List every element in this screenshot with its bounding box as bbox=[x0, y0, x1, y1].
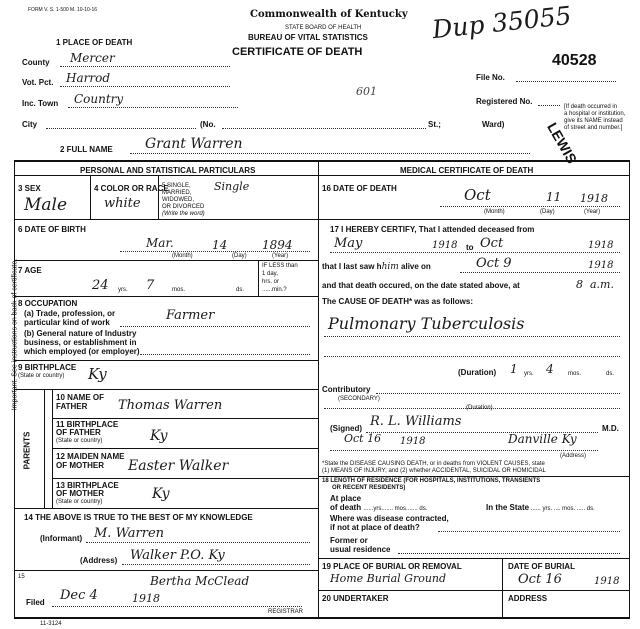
age-years: 24 bbox=[92, 278, 109, 293]
death-time-text: and that death occured, on the date stated above, at bbox=[322, 281, 520, 290]
dob-month: Mar. bbox=[146, 236, 174, 250]
residence-label: 18 LENGTH OF RESIDENCE (FOR HOSPITALS, INSTITUTIONS, TRANSIENTS OR RECENT RESIDENTS) bbox=[322, 478, 541, 491]
sex-value: Male bbox=[24, 195, 68, 215]
town-label: Inc. Town bbox=[22, 99, 59, 108]
no-label: (No. bbox=[200, 120, 216, 129]
mother-name-label: 12 MAIDEN NAME OF MOTHER bbox=[56, 452, 125, 470]
signed-value: R. L. Williams bbox=[370, 414, 462, 429]
dob-label: 6 DATE OF BIRTH bbox=[18, 225, 86, 234]
in-state-label: In the State ...... yrs. .... mos. ..... ds. bbox=[486, 503, 595, 512]
duration-yrs-label: yrs. bbox=[524, 371, 534, 377]
occupation-value: Farmer bbox=[166, 308, 215, 323]
medical-heading: MEDICAL CERTIFICATE OF DEATH bbox=[400, 166, 534, 175]
at-place-label: At place of death ......yrs....... mos....... ds. bbox=[330, 494, 428, 512]
registered-no-label: Registered No. bbox=[476, 97, 533, 106]
age-label: 7 AGE bbox=[18, 266, 42, 275]
alive-date: Oct 9 bbox=[476, 256, 512, 271]
margin-note-601: 601 bbox=[356, 85, 377, 98]
father-birthplace-label: 11 BIRTHPLACE OF FATHER (State or country) bbox=[56, 420, 119, 444]
mother-name-value: Easter Walker bbox=[128, 458, 229, 474]
last-saw-text: that I last saw hhim alive on bbox=[322, 262, 431, 272]
occupation-b: (b) General nature of Industry business, or establishment in which employed (or employer) bbox=[24, 329, 140, 356]
informant-label: (Informant) bbox=[40, 534, 83, 543]
undertaker-label: 20 UNDERTAKER bbox=[322, 594, 389, 603]
signed-date: Oct 16 bbox=[344, 432, 382, 445]
footnote: *State the DISEASE CAUSING DEATH, or in deaths from VIOLENT CAUSES, state (1) MEANS OF INJURY; and (2) whether ACCIDENTAL, SUICIDAL OR HOMICIDAL bbox=[322, 461, 546, 474]
signed-year: 1918 bbox=[400, 436, 426, 447]
dod-day-label: (Day) bbox=[540, 209, 555, 215]
age-ds-label: ds. bbox=[236, 287, 245, 293]
informant-address-label: (Address) bbox=[80, 556, 118, 565]
less-than-label: IF LESS than 1 day, hrs. or ......min.? bbox=[262, 263, 298, 293]
filed-date: Dec 4 bbox=[60, 588, 98, 603]
filed-year: 1918 bbox=[132, 592, 160, 605]
age-mos-label: mos. bbox=[172, 287, 186, 293]
place-of-death-heading: 1 PLACE OF DEATH bbox=[56, 38, 133, 47]
age-yrs-label: yrs. bbox=[118, 287, 128, 293]
dob-year-label: (Year) bbox=[272, 253, 289, 259]
md-label: M.D. bbox=[602, 424, 619, 433]
dod-year: 1918 bbox=[580, 192, 608, 205]
registrar-label: REGISTRAR bbox=[268, 609, 304, 615]
personal-heading: PERSONAL AND STATISTICAL PARTICULARS bbox=[80, 166, 256, 175]
marital-value: Single bbox=[214, 180, 250, 193]
burial-label: 19 PLACE OF BURIAL OR REMOVAL bbox=[322, 562, 462, 571]
bottom-code: 11-3124 bbox=[40, 621, 62, 627]
parents-label: PARENTS bbox=[22, 431, 32, 470]
true-statement: 14 THE ABOVE IS TRUE TO THE BEST OF MY KNOWLEDGE bbox=[24, 513, 253, 522]
state-title: Commonwealth of Kentucky bbox=[250, 9, 408, 20]
filed-label: Filed bbox=[26, 598, 45, 607]
attended-to-year: 1918 bbox=[588, 240, 614, 251]
burial-value: Home Burial Ground bbox=[330, 572, 447, 585]
certificate-title: CERTIFICATE OF DEATH bbox=[232, 46, 363, 58]
certificate-number: 40528 bbox=[552, 52, 597, 69]
contributory-label: Contributory bbox=[322, 385, 371, 394]
dob-day-label: (Day) bbox=[232, 253, 247, 259]
burial-date-label: DATE OF BURIAL bbox=[508, 562, 575, 571]
undertaker-address-label: ADDRESS bbox=[508, 594, 548, 603]
duration-label: (Duration) bbox=[458, 368, 497, 377]
cause-text: The CAUSE OF DEATH* was as follows: bbox=[322, 297, 473, 306]
father-name-label: 10 NAME OF FATHER bbox=[56, 393, 105, 411]
marital-label: 5 SINGLE, MARRIED, WIDOWED, OR DIVORCED (Write the word) bbox=[162, 183, 205, 217]
color-value: white bbox=[104, 196, 141, 211]
informant-value: M. Warren bbox=[94, 526, 165, 541]
cause-value: Pulmonary Tuberculosis bbox=[328, 314, 525, 333]
mother-birthplace-label: 13 BIRTHPLACE OF MOTHER (State or country) bbox=[56, 481, 119, 505]
birthplace-label: 9 BIRTHPLACE (State or country) bbox=[18, 363, 77, 379]
former-residence-label: Former or usual residence bbox=[330, 536, 391, 554]
vot-label: Vot. Pct. bbox=[22, 78, 54, 87]
st-label: St.; bbox=[428, 120, 441, 129]
county-label: County bbox=[22, 58, 50, 67]
full-name-value: Grant Warren bbox=[145, 136, 243, 152]
father-name-value: Thomas Warren bbox=[118, 398, 223, 413]
signed-address-label: (Address) bbox=[560, 453, 587, 459]
dod-month: Oct bbox=[464, 186, 491, 204]
dod-month-label: (Month) bbox=[484, 209, 505, 215]
duration-ds-label: ds. bbox=[606, 371, 615, 377]
burial-year: 1918 bbox=[594, 576, 620, 587]
vot-value: Harrod bbox=[66, 71, 110, 85]
death-time: 8 bbox=[576, 278, 583, 291]
death-time-unit: a.m. bbox=[590, 278, 614, 291]
ward-label: Ward) bbox=[482, 120, 505, 129]
town-value: Country bbox=[74, 92, 124, 106]
dod-day: 11 bbox=[546, 190, 562, 204]
form-number: FORM V. S. 1-500 M. 10-10-16 bbox=[28, 7, 98, 13]
bureau-title: BUREAU OF VITAL STATISTICS bbox=[248, 33, 368, 42]
margin-instructions: Important. See instructions on back of certificate. bbox=[11, 258, 19, 411]
dob-year: 1894 bbox=[262, 238, 293, 252]
duration-months: 4 bbox=[546, 362, 554, 376]
registrar-signature: Bertha McClead bbox=[150, 574, 250, 588]
hospital-note: [If death occurred in a hospital or institution, give its NAME instead of street and number.] bbox=[564, 104, 626, 131]
attended-to-month: Oct bbox=[480, 236, 504, 251]
dob-day: 14 bbox=[212, 238, 228, 252]
color-label: 4 COLOR OR RACE bbox=[94, 184, 169, 193]
father-birthplace-value: Ky bbox=[150, 428, 168, 444]
filed-number: 15 bbox=[18, 574, 25, 580]
burial-date: Oct 16 bbox=[518, 572, 562, 587]
dod-label: 16 DATE OF DEATH bbox=[322, 184, 397, 193]
full-name-label: 2 FULL NAME bbox=[60, 145, 113, 154]
duration-years: 1 bbox=[510, 362, 518, 376]
attended-to-label: to bbox=[466, 243, 474, 252]
file-no-label: File No. bbox=[476, 73, 505, 82]
informant-address-value: Walker P.O. Ky bbox=[130, 548, 225, 563]
duration-mos-label: mos. bbox=[568, 371, 582, 377]
dod-year-label: (Year) bbox=[584, 209, 601, 215]
dob-month-label: (Month) bbox=[172, 253, 193, 259]
alive-year: 1918 bbox=[588, 260, 614, 271]
secondary-label: (SECONDARY) bbox=[338, 396, 380, 402]
county-value: Mercer bbox=[70, 51, 115, 65]
stamp: LEWIS bbox=[544, 119, 581, 167]
birthplace-value: Ky bbox=[88, 365, 107, 383]
attended-from-year: 1918 bbox=[432, 240, 458, 251]
board-title: STATE BOARD OF HEALTH bbox=[285, 25, 362, 31]
certify-text: 17 I HEREBY CERTIFY, That I attended deceased from bbox=[330, 225, 535, 234]
occupation-label: 8 OCCUPATION bbox=[18, 299, 78, 308]
signed-label: (Signed) bbox=[330, 424, 362, 433]
signed-address: Danville Ky bbox=[508, 432, 577, 446]
occupation-a: (a) Trade, profession, or particular kind of work bbox=[24, 309, 116, 327]
duration-label-2: (Duration) bbox=[466, 405, 493, 411]
sex-label: 3 SEX bbox=[18, 184, 41, 193]
attended-from-month: May bbox=[334, 236, 363, 251]
handwritten-reference: Dup 35055 bbox=[430, 0, 573, 45]
contracted-label: Where was disease contracted, if not at place of death? bbox=[330, 514, 449, 532]
mother-birthplace-value: Ky bbox=[152, 486, 170, 502]
city-label: City bbox=[22, 120, 38, 129]
age-months: 7 bbox=[146, 278, 155, 293]
